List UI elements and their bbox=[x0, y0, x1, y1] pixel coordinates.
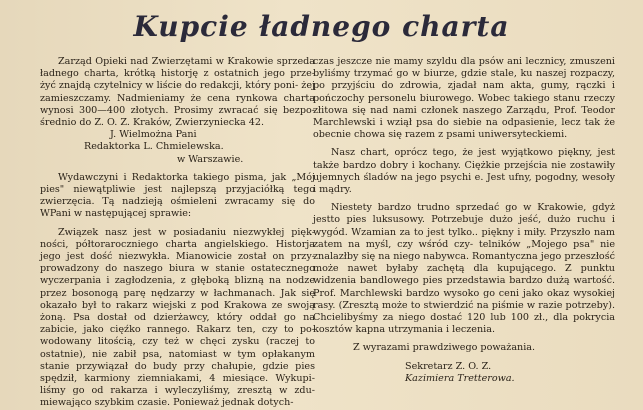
salutation: J. Wielmożna Pani bbox=[110, 129, 197, 141]
article-title: Kupcie ładnego charta bbox=[133, 10, 510, 43]
intro-paragraph: Zarząd Opieki nad Zwierzętami w Krakowie sprzeda ładnego charta, krótką historję z ostatnich jego prze- żyć znajdą czytelnicy w liście do redakcji, który poni- żej zamieszczamy. Nadmieniamy że cena rynkowa charta wynosi 300—400 złotych. Prosimy zwracać się bezpo- średnio do Z. O. Z. Kraków, Zwierzyniecka 42. bbox=[40, 56, 315, 129]
signer-title: Sekretarz Z. O. Z. bbox=[405, 360, 492, 372]
letter-paragraph-2: Związek nasz jest w posiadaniu niezwykłej pięk- ności, półtoraroczniego charta angielskiego. Historja jego jest dość niezwykła. Mianowicie został on przy- prowadzony do naszego biura w stanie ostatecznego wyczerpania i zagłodzenia, z głęboką blizną na nodze przez bosonogą parę nędzarzy w łachmanach. Jak się okazało był to rakarz wiejski z pod Krakowa ze swoją żoną. Psa dostał od dzierżawcy, który oddał go na zabicie, jako cięźko rannego. Rakarz ten, czy to po- wodowany litością, czy też w chęci zysku (raczej to ostatnie), nie zabił psa, natomiast w tym opłakanym stanie przywiązał do budy przy chałupie, gdzie pies spędził, karmiony ziemniakami, 4 miesiące. Wykupi- liśmy go od rakarza i wyleczyliśmy, zresztą w zdu- miewająco szybkim czasie. Ponieważ jednak dotych- bbox=[40, 226, 315, 409]
letter-paragraph-5: Niestety bardzo trudno sprzedać go w Krakowie, gdyż jestto pies luksusowy. Potrzebuje dużo jeść, dużo ruchu i wygód. Wzamian za to jest tylko.. piękny i miły. Przyszło nam zatem na myśl, czy wśród czy- telników „Mojego psa" nie znalazłby się na niego nabywca. Romantyczna jego przeszłość może nawet byłaby zachętą dla kupującego. Z punktu widzenia bandlowego pies przedstawia bardzo dużą wartość. Prof. Marchlewski bardzo wysoko go ceni jako okaz wysokiej rasy. (Zresztą może to stwierdzić na piśmie w razie potrzeby). Chcielibyśmy za niego dostać 120 lub 100 zł., dla pokrycia kosztów kapna utrzymania i leczenia. bbox=[313, 202, 615, 336]
closing: Z wyrazami prawdziwego poważania. bbox=[353, 342, 536, 354]
letter-paragraph-4: Nasz chart, oprócz tego, że jest wyjątkowo piękny, jest także bardzo dobry i kochany. Ciężkie przejścia nie zostawiły ujemnych śladów na jego psychi e. Jest ufny, pogodny, wesoły i mądry. bbox=[313, 147, 615, 196]
right-column bbox=[313, 56, 615, 385]
letter-paragraph-3: czas jeszcze nie mamy szyldu dla psów ani lecznicy, zmuszeni byliśmy trzymać go w biurze, gdzie stale, ku naszej rozpaczy, po przyjściu do zdrowia, zjadał nam akta, gumy, rączki i pończochy personelu biurowego. Wobec takiego stanu rzeczy złitowa się nad nami członek naszego Zarządu, Prof. Teodor Marchlewski i wziął psa do siebie na odpasienie, lecz tak że obecnie chowa się razem z psami uniwersyteckiemi. bbox=[313, 56, 615, 141]
city: w Warszawie. bbox=[177, 153, 244, 165]
signer-name: Kazimiera Tretterowa. bbox=[405, 372, 515, 384]
letter-paragraph-1: Wydawczyni i Redaktorka takiego pisma, jak „Mój pies" niewątpliwie jest najlepszą przyjaciółką tego zwierzęcia. Tą nadzieją ośmieleni zwracamy się do WPani w następującej sprawie: bbox=[40, 171, 315, 220]
left-column bbox=[40, 56, 315, 410]
addressee: Redaktorka L. Chmielewska. bbox=[84, 141, 224, 153]
